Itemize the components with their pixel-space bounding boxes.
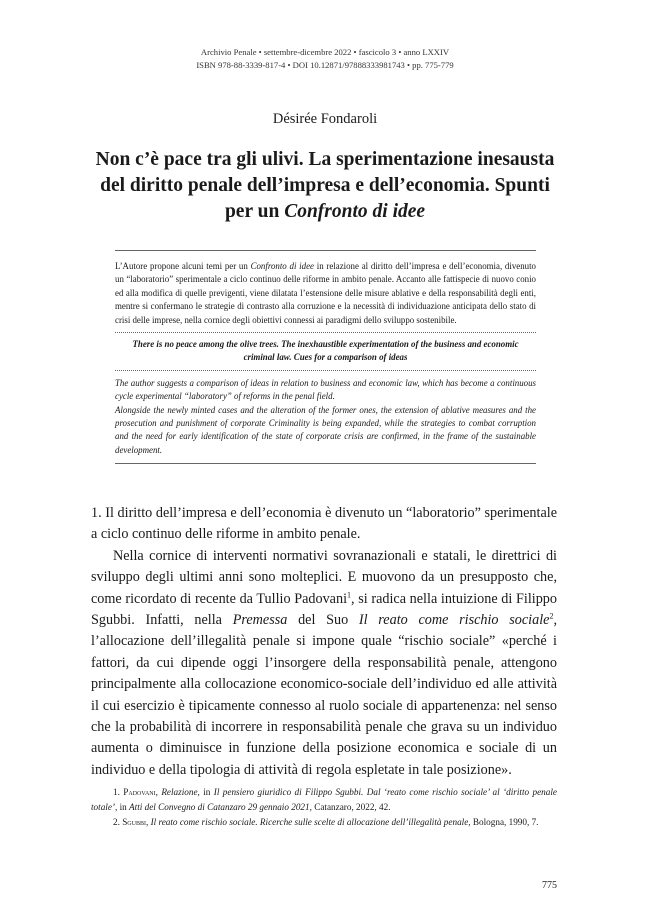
body-text-span: , l’allocazione dell’illegalità penale si impone quale “rischio sociale” «perché i fattori, da cui dipende oggi l’insorgere della responsabilità penale, attengono principalmente alla collocazione economico-sociale dell’individuo ed alle attività il cui esercizio è tipicamente connesso al ruolo sociale di appartenenza: nel senso che la probabilità di incorrere in responsabilità penale che grava su un individuo aumenta o diminuisce in funzione della posizione economica e sociale di un individuo e della tipologia di attività di regola espletate in tale posizione». <box>91 612 557 778</box>
journal-header-line1: Archivio Penale • settembre-dicembre 2022 • fascicolo 3 • anno LXXIV <box>200 47 450 57</box>
abstract-english <box>115 371 536 463</box>
body-text <box>91 503 557 781</box>
body-italic: Premessa <box>232 612 288 629</box>
footnote-text: , in <box>197 787 214 797</box>
abstract-en-para-2: Alongside the newly minted cases and the alteration of the former ones, the extension of ablative measures and the prosecution and punishment of corporate Criminality is being expanded, while the strategies to combat corruption and the need for early identification of the state of corporate crisis are confirmed, in the frame of the sustainable development. <box>115 404 536 455</box>
footnote-author: Sgubbi <box>122 817 146 827</box>
footnote-text: , Catanzaro, 2022, 42. <box>309 802 391 812</box>
footnote-italic: Il pensiero giuridico di Filippo Sgubbi. Dal ‘reato come rischio sociale’ al ‘diritto penale totale’ <box>91 787 557 812</box>
abstract-bottom-rule <box>115 463 536 464</box>
footnote-text: , in <box>114 802 130 812</box>
body-para-1: 1. Il diritto dell’impresa e dell’economia è divenuto un “laboratorio” sperimentale a ciclo continuo delle riforme in ambito penale. <box>91 505 557 543</box>
body-para-2 <box>91 546 557 781</box>
abstract-it-text-a: L’Autore propone alcuni temi per un <box>115 261 251 271</box>
body-text-span: Nella cornice di interventi normativi sovranazionali e statali, le direttrici di sviluppo degli ultimi anni sono molteplici. E muovono da un presupposto che, come ricordato di recente da Tullio Padovani <box>91 547 557 607</box>
footnote-italic: Il reato come rischio sociale. Ricerche sulle scelte di allocazione dell’illegalità penale <box>150 817 469 827</box>
journal-header <box>0 46 650 72</box>
footnote-italic: Relazione <box>161 787 198 797</box>
footnote-author: Padovani <box>123 787 156 797</box>
abstract-it-italic: Confronto di idee <box>250 261 314 271</box>
body-text-span: , si radica nella intuizione di Filippo Sgubbi. Infatti, nella <box>91 590 557 629</box>
abstract-italian <box>115 251 536 332</box>
abstract-en-para-1: The author suggests a comparison of ideas in relation to business and economic law, which has become a continuous cycle experimental “laboratory” of reforms in the penal field. <box>115 377 536 402</box>
body-text-span: del Suo <box>287 612 359 629</box>
footnote-ref-1[interactable]: 1 <box>347 589 352 599</box>
footnote-text: , <box>155 787 162 797</box>
body-italic: Il reato come rischio sociale <box>358 612 550 629</box>
footnote-text: , Bologna, 1990, 7. <box>468 817 539 827</box>
page-number: 775 <box>542 880 557 891</box>
footnote-1 <box>91 785 557 815</box>
abstract-it-text-b: in relazione al diritto dell’impresa e dell’economia, divenuto un “laboratorio” sperimentale a ciclo continuo delle riforme in ambito penale. Accanto alle fattispecie di nuovo conio ed alla modifica di quelle previgenti, viene dilatata l’estensione delle misure ablative e della responsabilità degli enti, mentre si confermano le strategie di contrasto alla corruzione e la necessità di individuazione anticipata dello stato di crisi delle imprese, nella cornice degli obiettivi connessi ai paradigmi dello sviluppo sostenibile. <box>115 261 536 325</box>
footnote-number: 1. <box>113 787 120 797</box>
article-title <box>90 147 560 225</box>
footnote-number: 2. <box>113 817 120 827</box>
footnote-2 <box>91 815 557 830</box>
author-name: Désirée Fondaroli <box>272 111 378 127</box>
title-italic: Confronto di idee <box>284 201 426 222</box>
footnotes <box>91 785 557 830</box>
footnote-ref-2[interactable]: 2 <box>549 611 554 621</box>
footnote-italic: Atti del Convegno di Catanzaro 29 gennaio 2021 <box>129 802 310 812</box>
footnote-text: , <box>145 817 151 827</box>
abstract-english-title: There is no peace among the olive trees. The inexhaustible experimentation of the business and economic criminal law. Cues for a comparison of ideas <box>132 339 519 363</box>
abstract-box <box>115 250 536 464</box>
title-main: Non c’è pace tra gli ulivi. La sperimentazione inesausta del diritto penale dell’impresa e dell’economia. Spunti per un <box>95 149 555 222</box>
journal-header-line2: ISBN 978-88-3339-817-4 • DOI 10.12871/97888333981743 • pp. 775-779 <box>196 60 454 70</box>
